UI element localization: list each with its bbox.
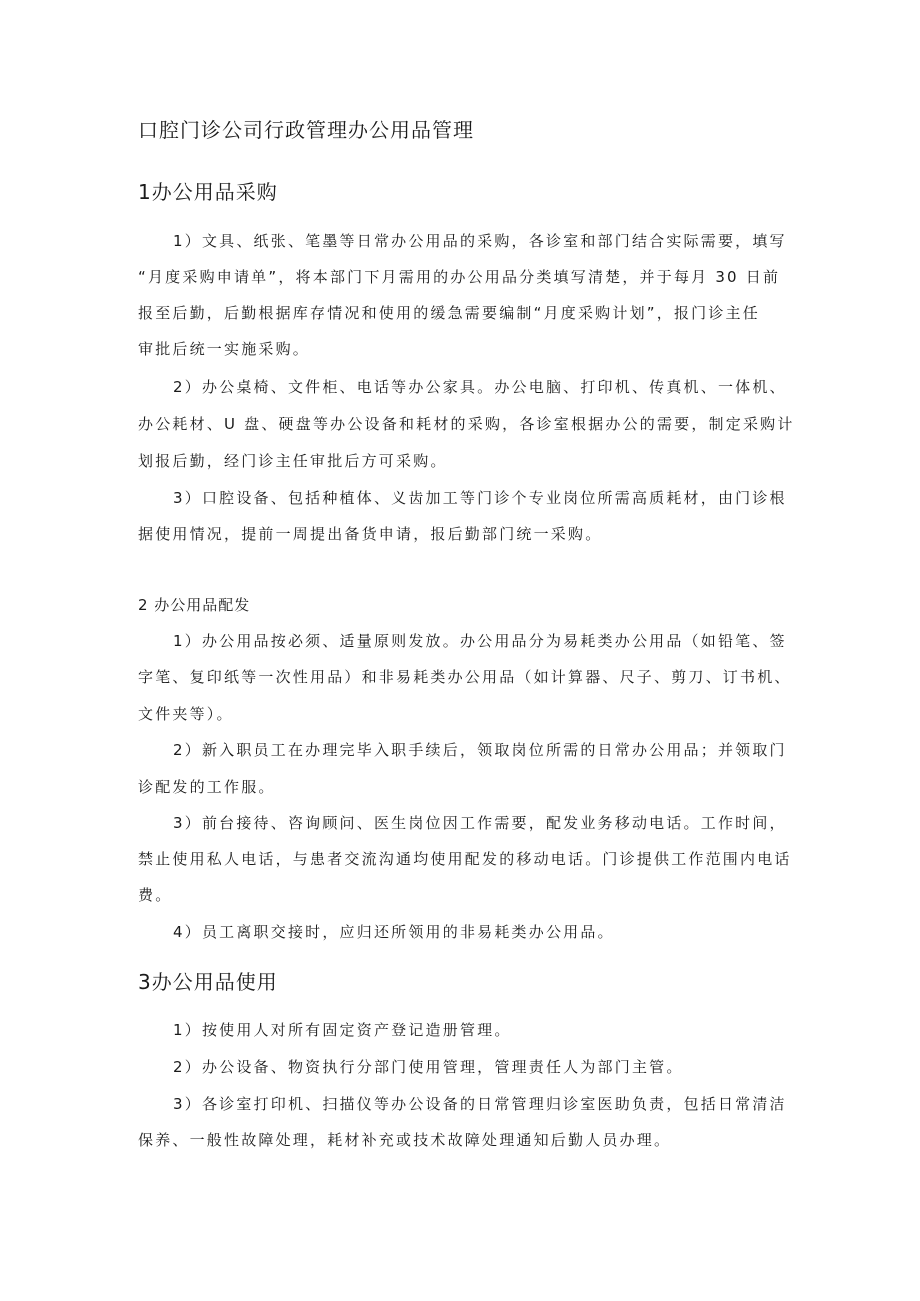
section-heading: 1办公用品采购 [138,180,278,204]
paragraph-line: 2）办公桌椅、文件柜、电话等办公家具。办公电脑、打印机、传真机、一体机、 [173,378,787,396]
paragraph-line: 审批后统一实施采购。 [138,340,311,358]
paragraph-line: “月度采购申请单”，将本部门下月需用的办公用品分类填写清楚，并于每月 30 日前 [138,268,781,286]
paragraph-line: 2）办公设备、物资执行分部门使用管理，管理责任人为部门主管。 [173,1058,684,1076]
paragraph-line: 据使用情况，提前一周提出备货申请，报后勤部门统一采购。 [138,525,603,543]
paragraph-line: 文件夹等）。 [138,705,234,723]
paragraph-line: 报至后勤，后勤根据库存情况和使用的缓急需要编制“月度采购计划”，报门诊主任 [138,304,760,322]
paragraph-line: 4）员工离职交接时，应归还所领用的非易耗类办公用品。 [173,923,615,941]
paragraph-line: 诊配发的工作服。 [138,778,276,796]
paragraph-line: 字笔、复印纸等一次性用品）和非易耗类办公用品（如计算器、尺子、剪刀、订书机、 [138,668,792,686]
paragraph-line: 禁止使用私人电话，与患者交流沟通均使用配发的移动电话。门诊提供工作范围内电话 [138,850,792,868]
document-title: 口腔门诊公司行政管理办公用品管理 [138,118,474,142]
paragraph-line: 1）按使用人对所有固定资产登记造册管理。 [173,1021,512,1039]
paragraph-line: 费。 [138,886,173,904]
paragraph-line: 3）口腔设备、包括种植体、义齿加工等门诊个专业岗位所需高质耗材，由门诊根 [173,489,787,507]
paragraph-line: 1）办公用品按必须、适量原则发放。办公用品分为易耗类办公用品（如铅笔、签 [173,632,787,650]
paragraph-line: 办公耗材、U 盘、硬盘等办公设备和耗材的采购，各诊室根据办公的需要，制定采购计 [138,415,795,433]
paragraph-line: 2）新入职员工在办理完毕入职手续后，领取岗位所需的日常办公用品；并领取门 [173,741,787,759]
section-heading: 3办公用品使用 [138,970,278,994]
paragraph-line: 保养、一般性故障处理，耗材补充或技术故障处理通知后勤人员办理。 [138,1131,672,1149]
paragraph-line: 3）前台接待、咨询顾问、医生岗位因工作需要，配发业务移动电话。工作时间， [173,814,787,832]
paragraph-line: 划报后勤，经门诊主任审批后方可采购。 [138,452,448,470]
paragraph-line: 3）各诊室打印机、扫描仪等办公设备的日常管理归诊室医助负责，包括日常清洁 [173,1095,787,1113]
section-heading: 2 办公用品配发 [138,596,251,614]
paragraph-line: 1）文具、纸张、笔墨等日常办公用品的采购，各诊室和部门结合实际需要，填写 [173,232,787,250]
